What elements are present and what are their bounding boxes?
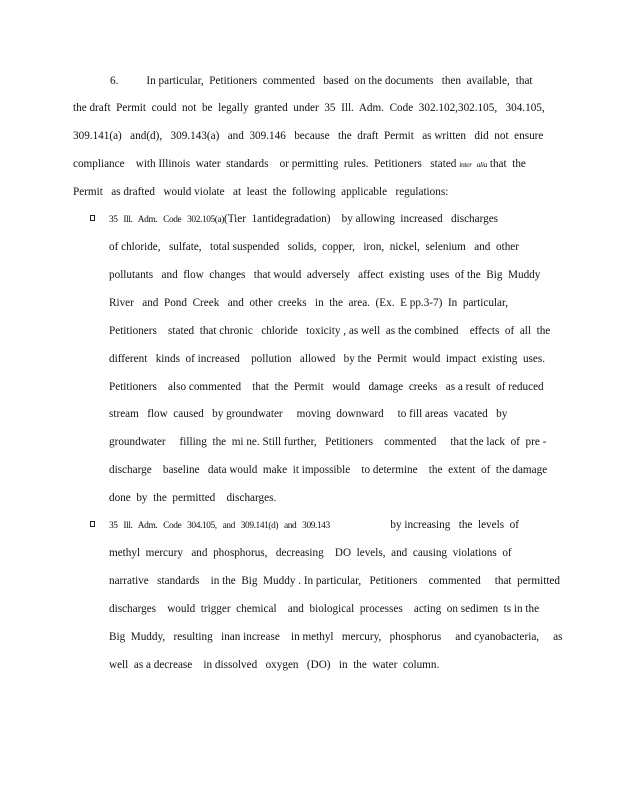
paragraph-line-4: [73, 157, 532, 172]
paragraph-text: compliance with Illinois water standards or permitting rules. Petitioners stated: [73, 158, 460, 170]
paragraph-line-3: [73, 129, 544, 143]
bullet-text: (Tier 1antidegradation) by allowing increased discharges: [224, 213, 499, 225]
bullet-2-line-1: [109, 518, 519, 533]
bullet-text: discharges would trigger chemical and biological processes acting on sedimen ts in the: [109, 603, 540, 615]
paragraph-text: In particular, Petitioners commented based on the documents then available,: [146, 75, 510, 87]
bullet-text: discharge baseline data would make it impossible to determine the extent of the damage: [109, 464, 548, 476]
bullet-1-line-10: [109, 463, 547, 477]
bullet-text: well as a decrease in dissolved oxygen (DO) in the water column.: [109, 659, 440, 671]
bullet-text: pollutants and flow changes that would adversely affect existing uses of the Big Muddy: [109, 269, 541, 281]
bullet-1-line-11: [109, 491, 276, 505]
bullet-2-line-6: [109, 658, 439, 672]
paragraph-line-1: [110, 74, 532, 88]
citation-text: 35 Ill. Adm. Code 302.105(a): [109, 215, 225, 225]
bullet-text: different kinds of increased pollution allowed by the Permit would impact existing uses.: [109, 353, 546, 365]
bullet-text: Petitioners also commented that the Permit would damage creeks as a result of reduced: [109, 381, 544, 393]
bullet-text: done by the permitted discharges.: [109, 492, 277, 504]
bullet-1-line-2: [109, 240, 519, 254]
paragraph-text: that: [515, 75, 533, 87]
bullet-text: methyl mercury and phosphorus, decreasing DO levels, and causing violations of: [109, 547, 512, 559]
bullet-text: River and Pond Creek and other creeks in the area. (Ex. E pp.3-7) In particular,: [109, 297, 509, 309]
bullet-1-line-5: [109, 324, 550, 338]
paragraph-number: 6.: [110, 75, 119, 87]
bullet-marker: [90, 215, 95, 221]
bullet-2-line-4: [109, 602, 539, 616]
bullet-2-line-3: [109, 574, 560, 588]
bullet-2-line-2: [109, 546, 512, 560]
bullet-text: narrative standards in the Big Muddy . In particular, Petitioners commented that permitted: [109, 575, 560, 587]
bullet-1-line-3: [109, 268, 540, 282]
paragraph-line-5: [73, 185, 532, 199]
bullet-1-line-1: [109, 212, 497, 227]
paragraph-text: Permit as drafted would violate at least the following applicable regulations:: [73, 186, 449, 198]
bullet-text: by increasing the levels of: [390, 519, 519, 531]
bullet-text: stream flow caused by groundwater moving downward to fill areas vacated by: [109, 408, 508, 420]
bullet-1-line-9: [109, 435, 546, 449]
bullet-1-line-8: [109, 407, 507, 421]
bullet-1-line-4: [109, 296, 508, 310]
paragraph-text: the draft Permit could not be legally granted under 35 Ill. Adm. Code 302.102,: [73, 102, 458, 114]
bullet-text: Big Muddy, resulting inan increase in methyl mercury, phosphorus and cyanobacteria, as: [109, 631, 563, 643]
paragraph-text: that the: [487, 158, 526, 170]
citation-text: 35 Ill. Adm. Code 304.105, and 309.141(d) and 309.143: [109, 521, 330, 531]
bullet-2-line-5: [109, 630, 562, 644]
paragraph-text: 302.105, 304.105,: [457, 102, 545, 114]
paragraph-text: 309.141(a) and(d), 309.143(a) and 309.146 because the draft Permit as written did not ensure: [73, 130, 544, 142]
bullet-text: of chloride, sulfate, total suspended solids, copper, iron, nickel, selenium and other: [109, 241, 519, 253]
paragraph-line-2: [73, 101, 545, 115]
bullet-1-line-7: [109, 380, 544, 394]
bullet-1-line-6: [109, 352, 545, 366]
bullet-marker: [90, 521, 95, 527]
inter-alia-text: inter alia: [459, 160, 488, 169]
bullet-text: Petitioners stated that chronic chloride toxicity , as well as the combined effects of all the: [109, 325, 551, 337]
bullet-text: groundwater filling the mi ne. Still further, Petitioners commented that the lack of pre -: [109, 436, 547, 448]
